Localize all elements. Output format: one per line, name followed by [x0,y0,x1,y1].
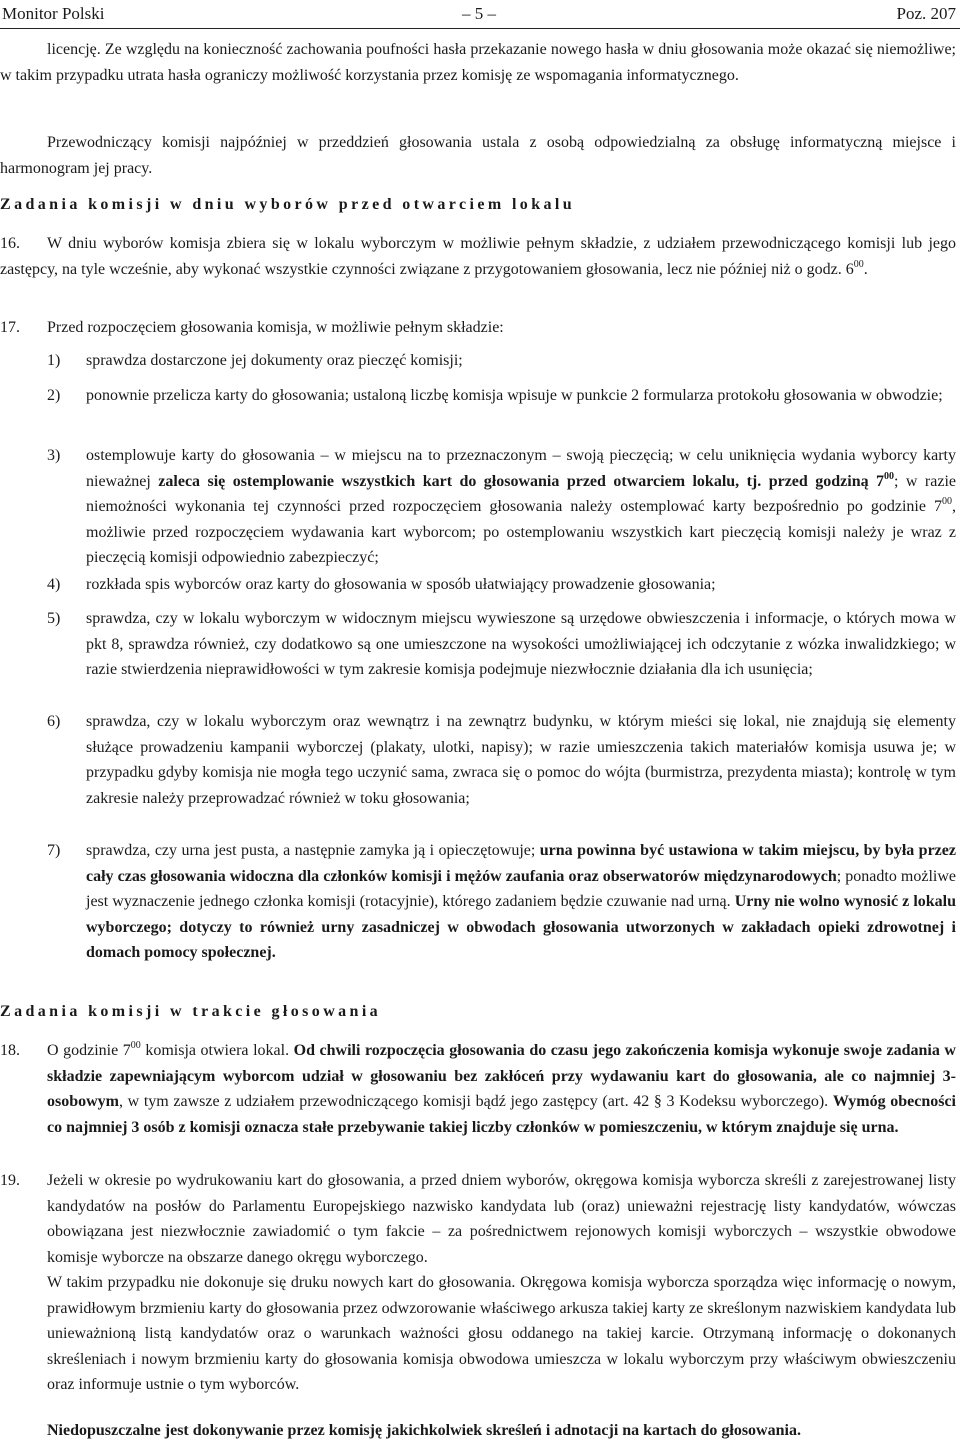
intro-paragraph-2: Przewodniczący komisji najpóźniej w przeddzień głosowania ustala z osobą odpowiedzialną za obsługę informatyczną miejsce i harmonogram jej pracy. [0,134,956,177]
paragraph-18-number: 18. [0,1042,20,1059]
item-7-text-b: ; ponadto możliwe jest wyznaczenie jednego członka komisji (rotacyjnie), którego zadaniem będzie czuwanie nad urną. [86,867,956,911]
paragraph-16-number: 16. [0,235,20,252]
paragraph-16-text: W dniu wyborów komisja zbiera się w lokalu wyborczym w możliwie pełnym składzie, z udziałem przewodniczącego komisji lub jego zastępcy, na tyle wcześnie, aby wykonać wszystkie czynności związane z przygotowaniem głosowania, lecz nie później niż o godz. 6 [0,235,956,278]
item-3-text-a: ostemplowuje karty do głosowania – w miejscu na to przeznaczonym – swoją pieczęcią; w celu uniknięcia wydania wyborcy karty nieważnej [86,447,956,490]
item-3-sup-1: 00 [884,470,895,482]
item-6: sprawdza, czy w lokalu wyborczym oraz wewnątrz i na zewnątrz budynku, w którym mieści się lokal, nie znajdują się elementy służące prowadzeniu kampanii wyborczej (plakaty, ulotki, napisy); w razie umieszczenia takich materiałów komisja usuwa je; w przypadku gdyby komisja nie mogła tego uczynić sama, zwraca się o pomoc do wójta (burmistrza, prezydenta miasta); kontrolę w tym zakresie należy przeprowadzać również w toku głosowania; [86,713,956,807]
item-5: sprawdza, czy w lokalu wyborczym w widocznym miejscu wywieszone są urzędowe obwieszczenia i informacje, o których mowa w pkt 8, sprawdza również, czy dodatkowo są one umieszczone na wysokości umożliwiającej ich odczytanie z wózka inwalidzkiego; w razie stwierdzenia nieprawidłowości w tym zakresie komisja podejmuje niezwłocznie działania dla ich usunięcia; [86,610,956,679]
item-7-number: 7) [47,842,61,859]
paragraph-19-continuation: W takim przypadku nie dokonuje się druku nowych kart do głosowania. Okręgowa komisja wyborcza sporządza więc informację o nowym, prawidłowym brzmieniu karty do głosowania przez odwzorowanie właściwego arkusza takiej karty ze skreślonym nazwiskiem kandydata lub unieważnioną listą kandydatów oraz o warunkach ważności głosu oddanego na takiej karcie. Otrzymaną informację o dokonanych skreśleniach i nowym brzmieniu karty do głosowania komisja obwodowa umieszcza w lokalu wyborczym przy właściwym obwieszczeniu oraz informuje ustnie o tym wyborców. [47,1274,956,1394]
paragraph-18-text-b: komisja otwiera lokal. [140,1042,294,1059]
paragraph-19-final: Niedopuszczalne jest dokonywanie przez komisję jakichkolwiek skreśleń i adnotacji na kartach do głosowania. [47,1422,801,1439]
item-1-number: 1) [47,352,61,369]
publication-title: Monitor Polski [2,4,105,23]
paragraph-19-number: 19. [0,1172,20,1189]
item-2: ponownie przelicza karty do głosowania; ustaloną liczbę komisja wpisuje w punkcie 2 formularza protokołu głosowania w obwodzie; [86,387,943,404]
page-number: – 5 – [462,4,496,23]
paragraph-17: Przed rozpoczęciem głosowania komisja, w możliwie pełnym składzie: [47,319,504,336]
item-3-sup-2: 00 [942,496,952,508]
item-7 [86,838,956,966]
paragraph-18 [47,1038,956,1140]
paragraph-18-bold-a: Od chwili rozpoczęcia głosowania do czasu jego zakończenia komisja wykonuje swoje zadania w składzie zapewniającym wyborcom udział w głosowaniu bez zakłóceń przy wydawaniu kart do głosowania, ale co najmniej 3-osobowym [47,1042,956,1111]
paragraph-17-number: 17. [0,319,20,336]
position-number: Poz. 207 [896,4,956,23]
item-7-bold-a: urna powinna być ustawiona w takim miejscu, by była przez cały czas głosowania widoczna dla członków komisji i mężów zaufania oraz obserwatorów międzynarodowych [86,842,956,885]
item-3-number: 3) [47,447,61,464]
intro-paragraph-1: licencję. Ze względu na konieczność zachowania poufności hasła przekazanie nowego hasła w dniu głosowania może okazać się niemożliwe; w takim przypadku utrata hasła ograniczy możliwość korzystania przez komisję ze wspomagania informatycznego. [0,41,956,84]
item-7-bold-b: Urny nie wolno wynosić z lokalu wyborczego; dotyczy to również urny zasadniczej w obwodach głosowania utworzonych w zakładach opieki zdrowotnej i domach pomocy społecznej. [86,893,957,962]
item-3-text-b: ; w razie niemożności wykonania tej czynności przed rozpoczęciem głosowania należy ostemplować karty bezpośrednio po godzinie 7 [86,472,956,516]
item-2-number: 2) [47,387,61,404]
item-6-number: 6) [47,713,61,730]
item-3 [86,443,956,571]
paragraph-18-bold-b: Wymóg obecności co najmniej 3 osób z komisji oznacza stałe przebywanie takiej liczby członków w pomieszczeniu, w którym znajduje się urna. [47,1093,956,1136]
paragraph-16 [0,231,956,282]
paragraph-16-sup: 00 [853,258,864,270]
item-5-number: 5) [47,610,61,627]
item-7-text-a: sprawdza, czy urna jest pusta, a następnie zamyka ją i opieczętowuje; [86,842,540,859]
paragraph-16-end: . [863,260,868,278]
item-1: sprawdza dostarczone jej dokumenty oraz pieczęć komisji; [86,352,463,369]
section-heading-before-opening: Zadania komisji w dniu wyborów przed otwarciem lokalu [0,196,576,213]
section-heading-during-voting: Zadania komisji w trakcie głosowania [0,1003,382,1020]
page-header [0,1,960,27]
paragraph-18-sup: 00 [130,1040,141,1051]
item-3-text-c: , możliwie przed rozpoczęciem wydawania kart wyborcom; po ostemplowaniu wszystkich kart pieczęcią komisji należy je wraz z pieczęcią komisji odpowiednio zabezpieczyć; [86,498,956,567]
item-4-number: 4) [47,576,61,593]
paragraph-18-text-a: O godzinie 7 [47,1042,131,1059]
header-rule [0,28,960,29]
item-3-bold: zaleca się ostemplowanie wszystkich kart do głosowania przed otwarciem lokalu, tj. przed godziną 7 [158,472,885,490]
item-4: rozkłada spis wyborców oraz karty do głosowania w sposób ułatwiający prowadzenie głosowania; [86,576,716,593]
paragraph-19: Jeżeli w okresie po wydrukowaniu kart do głosowania, a przed dniem wyborów, okręgowa komisja wyborcza skreśli z zarejestrowanej listy kandydatów na posłów do Parlamentu Europejskiego nazwisko kandydata lub (oraz) unieważni rejestrację listy kandydatów, wówczas obowiązana jest niezwłocznie zawiadomić o tym fakcie – za pośrednictwem rejonowych komisji wyborczych – wszystkie obwodowe komisje wyborcze na obszarze danego okręgu wyborczego. [47,1172,956,1266]
paragraph-18-text-c: , w tym zawsze z udziałem przewodniczącego komisji bądź jego zastępcy (art. 42 § 3 Kodeksu wyborczego). [119,1093,833,1111]
